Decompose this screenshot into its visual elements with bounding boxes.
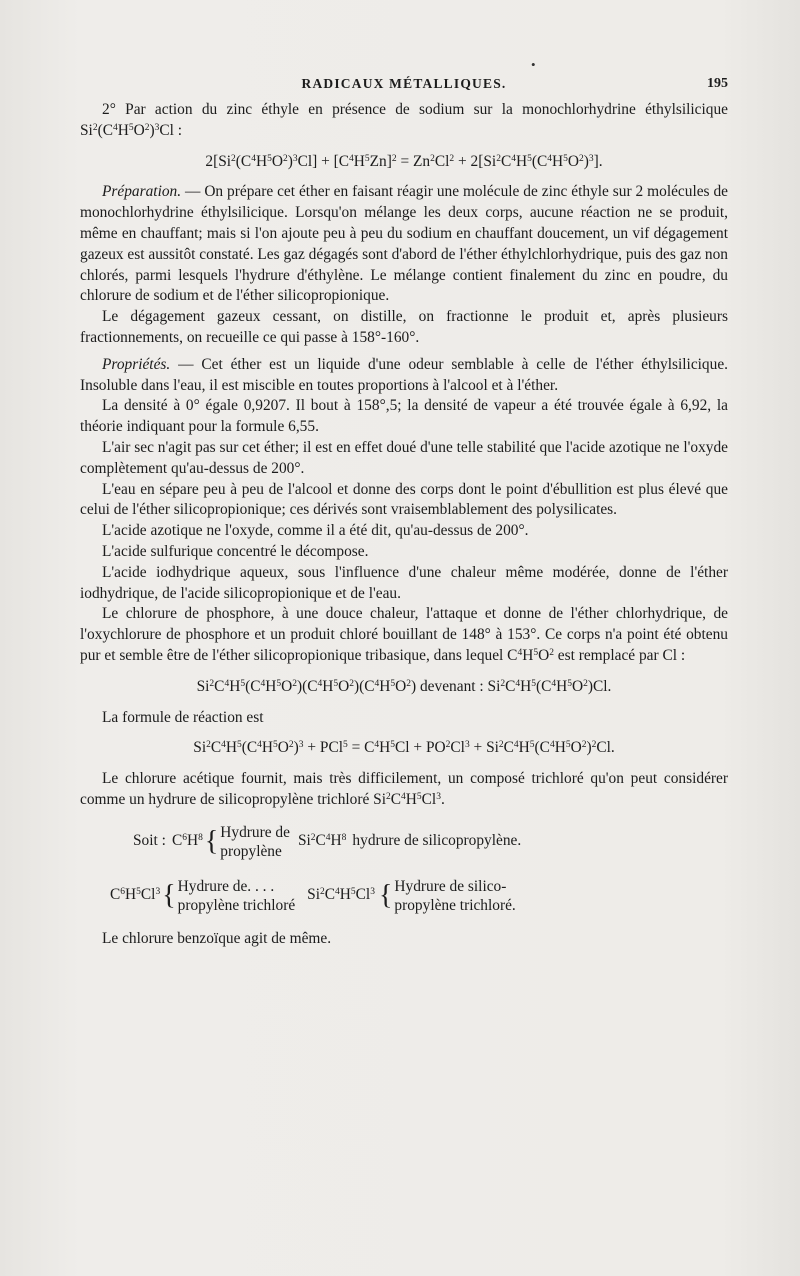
- running-header: [80, 76, 728, 98]
- page-body: [80, 100, 728, 950]
- preparation-heading: Préparation.: [102, 183, 182, 201]
- nitric-paragraph: L'acide azotique ne l'oxyde, comme il a été dit, qu'au-dessus de 200°.: [102, 522, 529, 540]
- equation-3: $Si^2C^4H^5(C^4H^5O^2)^3 + PCl^5 = C^4H^5Cl + PO^2Cl^3 + Si^2C^4H^5(C^4H^5O^2)^2Cl$.: [193, 739, 615, 757]
- water-paragraph: L'eau en sépare peu à peu de l'alcool et donne des corps dont le point d'ébullition est plus élevé que celui de l'éther silicopropionique; ces dérivés sont vraisemblablement des polysilicates.: [80, 480, 728, 519]
- acetic-paragraph: Le chlorure acétique fournit, mais très difficilement, un composé trichloré qu'on peut considérer comme un hydrure de silicopropylène trichloré $Si^2C^4H^5Cl^3$.: [80, 770, 728, 808]
- brace-left: {: [204, 825, 219, 857]
- equation-1: $2[Si^2(C^4H^5O^2)^3Cl] + [C^4H^5Zn]^2 = Zn^2Cl^2 + 2[Si^2C^4H^5(C^4H^5O^2)^3]$.: [205, 152, 603, 170]
- brace-right: {: [378, 879, 393, 911]
- density-paragraph: La densité à 0° égale 0,9207. Il bout à 158°,5; la densité de vapeur a été trouvée égale à 6,92, la théorie indiquant pour la formule 6,55.: [80, 397, 728, 436]
- brace-left: {: [162, 879, 176, 911]
- page-number: 195: [707, 76, 728, 91]
- properties-heading: Propriétés.: [102, 355, 171, 373]
- reaction-intro: La formule de réaction est: [102, 708, 264, 726]
- distillation-paragraph: Le dégagement gazeux cessant, on distille, on fractionne le produit et, après plusieurs fractionnements, on recueille ce qui passe à 158°-160°.: [80, 308, 728, 346]
- nomenclature-row-1: Soit : $C^6H^8$ { Hydrure de propylène $Si^2C^4H^8$ hydrure de silicopropylène.: [133, 823, 522, 860]
- stability-paragraph: L'air sec n'agit pas sur cet éther; il est en effet doué d'une telle stabilité que l'acide azotique ne l'oxyde complètement qu'au-dessus de 200°.: [80, 438, 728, 477]
- method-paragraph: 2° Par action du zinc éthyle en présence de sodium sur la monochlorhydrine éthylsilicique $Si^2(C^4H^5O^2)^3Cl$ :: [80, 101, 728, 139]
- running-title: RADICAUX MÉTALLIQUES.: [301, 76, 507, 91]
- nomenclature-row-2: $C^6H^5Cl^3$ { Hydrure de. . . . propylène trichloré $Si^2C^4H^5Cl^3$ { Hydrure de silico- propylène trichloré.: [110, 877, 516, 914]
- equation-2: $Si^2C^4H^5(C^4H^5O^2)(C^4H^5O^2)(C^4H^5O^2)$ devenant : $Si^2C^4H^5(C^4H^5O^2)Cl$.: [196, 677, 612, 695]
- phosphorus-paragraph: Le chlorure de phosphore, à une douce chaleur, l'attaque et donne de l'éther chlorhydrique, de l'oxychlorure de phosphore et un produit chloré bouillant de 148° à 153°. Ce corps n'a point été obtenu pur et semble être de l'éther silicopropionique tribasique, dans lequel $C^4H^5O^2$ est remplacé par Cl :: [80, 605, 728, 664]
- properties-paragraph: Propriétés. — Cet éther est un liquide d'une odeur semblable à celle de l'éther éthylsilicique. Insoluble dans l'eau, il est miscible en toutes proportions à l'alcool et à l'éther.: [80, 355, 728, 394]
- sulfuric-paragraph: L'acide sulfurique concentré le décompose.: [102, 542, 369, 560]
- preparation-paragraph: Préparation. — On prépare cet éther en faisant réagir une molécule de zinc éthyle sur 2 molécules de monochlorhydrine éthylsilicique. Lorsqu'on mélange les deux corps, aucune réaction ne se produit, même en chauffant; mais si l'on ajoute peu à peu du sodium en chauffant doucement, un vif dégagement gazeux est aussitôt constaté. Les gaz dégagés sont d'abord de l'éther éthylchlorhydrique, puis des gaz non chlorés, parmi lesquels l'hydrure d'éthylène. Le mélange contient finalement du zinc en poudre, du chlorure de sodium et de l'éther silicopropionique.: [80, 183, 728, 305]
- corner-mark: •: [531, 57, 536, 72]
- iodhydric-paragraph: L'acide iodhydrique aqueux, sous l'influence d'une chaleur même modérée, donne de l'éther iodhydrique, de l'acide silicopropionique et de l'eau.: [80, 563, 728, 602]
- benzoic-paragraph: Le chlorure benzoïque agit de même.: [102, 929, 332, 947]
